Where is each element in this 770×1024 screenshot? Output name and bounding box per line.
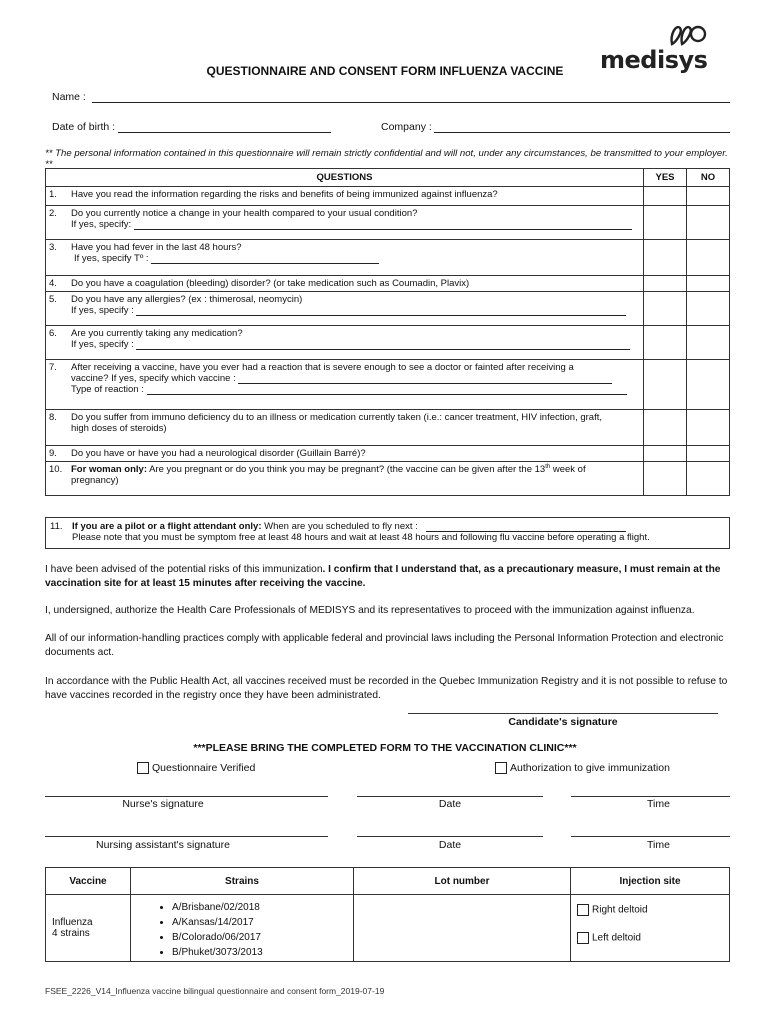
date-label: Date bbox=[438, 839, 462, 851]
questions-header: QUESTIONS bbox=[46, 169, 644, 187]
checkbox-icon[interactable] bbox=[577, 904, 589, 916]
question-row-7 bbox=[46, 360, 730, 410]
risk-text: I have been advised of the potential risks of this immunization bbox=[45, 564, 323, 575]
right-deltoid-label: Right deltoid bbox=[592, 904, 648, 916]
assistant-date-line[interactable] bbox=[357, 836, 543, 837]
q2-specify-field[interactable] bbox=[134, 219, 632, 230]
question-text: Are you pregnant or do you think you may be pregnant? (the vaccine can be given after the 13 bbox=[147, 464, 546, 476]
question-row-5 bbox=[46, 292, 730, 326]
question-number: 5. bbox=[46, 292, 69, 326]
lot-number-cell[interactable] bbox=[354, 895, 571, 962]
document-footer: FSEE_2226_V14_Influenza vaccine bilingual questionnaire and consent form_2019-07-19 bbox=[45, 986, 385, 996]
dob-label: Date of birth : bbox=[52, 121, 116, 133]
no-header: NO bbox=[687, 169, 730, 187]
name-field[interactable] bbox=[92, 102, 730, 103]
strains-cell bbox=[131, 895, 354, 962]
q3-yes-cell[interactable] bbox=[644, 240, 687, 276]
q6-no-cell[interactable] bbox=[687, 326, 730, 360]
bring-form-notice: ***PLEASE BRING THE COMPLETED FORM TO THE VACCINATION CLINIC*** bbox=[193, 742, 577, 754]
nurse-date-line[interactable] bbox=[357, 796, 543, 797]
q7-no-cell[interactable] bbox=[687, 360, 730, 410]
q9-yes-cell[interactable] bbox=[644, 446, 687, 462]
question-text-end: week of bbox=[550, 464, 586, 476]
checkbox-icon[interactable] bbox=[577, 932, 589, 944]
risk-bold-text: . I confirm that I understand that, as a precautionary measure, I must remain at the vaccination site for at least 15 minutes after receiving the vaccine. bbox=[45, 564, 721, 589]
medisys-logo bbox=[600, 22, 710, 74]
list-item: • A/Brisbane/02/2018 bbox=[172, 900, 352, 915]
vaccine-table bbox=[45, 867, 730, 962]
company-label: Company : bbox=[381, 121, 432, 133]
question-number: 7. bbox=[46, 360, 69, 410]
authorization-checkbox[interactable] bbox=[495, 762, 670, 774]
q10-no-cell[interactable] bbox=[687, 462, 730, 496]
question-number: 1. bbox=[46, 187, 69, 206]
q1-no-cell[interactable] bbox=[687, 187, 730, 206]
nurse-signature-label: Nurse's signature bbox=[122, 798, 204, 810]
question-cell bbox=[68, 292, 644, 326]
question-cell bbox=[68, 240, 644, 276]
injection-site-cell bbox=[571, 895, 730, 962]
question-number: 6. bbox=[46, 326, 69, 360]
question-text: Do you suffer from immuno deficiency du to an illness or medication currently taken (i.e.: cancer treatment, HIV infection, graft, bbox=[71, 412, 603, 423]
yes-header: YES bbox=[644, 169, 687, 187]
candidate-signature-label: Candidate's signature bbox=[508, 716, 618, 728]
superscript-th: th bbox=[545, 464, 551, 470]
specify-label: If yes, specify : bbox=[71, 305, 134, 316]
question-number: 11. bbox=[50, 521, 63, 532]
dob-field[interactable] bbox=[118, 132, 331, 133]
question-text: After receiving a vaccine, have you ever had a reaction that is severe enough to see a doctor or fainted after receiving a bbox=[71, 362, 574, 373]
questions-table bbox=[45, 168, 730, 496]
question-text: Have you read the information regarding the risks and benefits of being immunized against influenza? bbox=[68, 187, 644, 206]
flight-date-field[interactable] bbox=[426, 521, 626, 532]
time-label: Time bbox=[647, 798, 670, 810]
question-text: Do you have or have you had a neurological disorder (Guillain Barré)? bbox=[68, 446, 644, 462]
question-row-2 bbox=[46, 206, 730, 240]
vaccine-strain-count: 4 strains bbox=[52, 928, 90, 939]
question-row-9 bbox=[46, 446, 730, 462]
vaccine-cell bbox=[46, 895, 131, 962]
question-text: Have you had fever in the last 48 hours? bbox=[71, 242, 242, 253]
assistant-time-line[interactable] bbox=[571, 836, 730, 837]
question-row-8 bbox=[46, 410, 730, 446]
questions-header-row bbox=[46, 169, 730, 187]
form-title: QUESTIONNAIRE AND CONSENT FORM INFLUENZA VACCINE bbox=[206, 64, 564, 78]
question-number: 10. bbox=[46, 462, 69, 496]
question-text: Do you currently notice a change in your health compared to your usual condition? bbox=[71, 208, 418, 219]
q5-specify-field[interactable] bbox=[136, 305, 626, 316]
checkbox-icon[interactable] bbox=[495, 762, 507, 774]
q4-no-cell[interactable] bbox=[687, 276, 730, 292]
assistant-signature-line[interactable] bbox=[45, 836, 328, 837]
checkbox-label: Authorization to give immunization bbox=[510, 762, 670, 774]
question-number: 2. bbox=[46, 206, 69, 240]
question-text-2: vaccine? If yes, specify which vaccine : bbox=[71, 373, 236, 384]
question-row-10 bbox=[46, 462, 730, 496]
q2-yes-cell[interactable] bbox=[644, 206, 687, 240]
question-row-3 bbox=[46, 240, 730, 276]
question-text: Do you have a coagulation (bleeding) disorder? (or take medication such as Coumadin, Plavix) bbox=[68, 276, 644, 292]
question-row-6 bbox=[46, 326, 730, 360]
q8-no-cell[interactable] bbox=[687, 410, 730, 446]
strains-list bbox=[132, 900, 352, 960]
strains-header: Strains bbox=[131, 868, 354, 895]
vaccine-header-row bbox=[46, 868, 730, 895]
confidentiality-note: ** The personal information contained in this questionnaire will remain strictly confidential and will not, under any circumstances, be transmitted to your employer. ** bbox=[45, 148, 728, 170]
question-text: Are you currently taking any medication? bbox=[71, 328, 243, 339]
question-cell bbox=[68, 326, 644, 360]
candidate-signature-line[interactable] bbox=[408, 713, 718, 714]
question-cell bbox=[68, 410, 644, 446]
registry-paragraph: In accordance with the Public Health Act, all vaccines received must be recorded in the Quebec Immunization Registry and it is not possible to refuse to have vaccines recorded in the registry once they have been administrated. bbox=[45, 676, 728, 701]
q3-temperature-field[interactable] bbox=[151, 253, 379, 264]
pilot-question-text: When are you scheduled to fly next : bbox=[261, 521, 418, 532]
q5-no-cell[interactable] bbox=[687, 292, 730, 326]
q5-yes-cell[interactable] bbox=[644, 292, 687, 326]
checkbox-icon[interactable] bbox=[137, 762, 149, 774]
name-label: Name : bbox=[52, 91, 86, 103]
nurse-signature-line[interactable] bbox=[45, 796, 328, 797]
q3-no-cell[interactable] bbox=[687, 240, 730, 276]
left-deltoid-label: Left deltoid bbox=[592, 932, 641, 944]
reaction-label: Type of reaction : bbox=[71, 384, 144, 395]
q6-specify-field[interactable] bbox=[136, 339, 630, 350]
privacy-paragraph: All of our information-handling practices comply with applicable federal and provincial laws including the Personal Information Protection and electronic documents act. bbox=[45, 633, 724, 658]
pilot-note: Please note that you must be symptom free at least 48 hours and wait at least 48 hours and following flu vaccine before operating a flight. bbox=[72, 532, 650, 543]
question-cell bbox=[68, 462, 644, 496]
q2-no-cell[interactable] bbox=[687, 206, 730, 240]
vaccine-header: Vaccine bbox=[46, 868, 131, 895]
question-number: 4. bbox=[46, 276, 69, 292]
q1-yes-cell[interactable] bbox=[644, 187, 687, 206]
logo-text: medisys bbox=[600, 46, 708, 74]
q9-no-cell[interactable] bbox=[687, 446, 730, 462]
risk-acknowledgement bbox=[45, 563, 733, 591]
q4-yes-cell[interactable] bbox=[644, 276, 687, 292]
left-deltoid-option[interactable] bbox=[577, 932, 728, 944]
company-field[interactable] bbox=[434, 132, 730, 133]
question-cell bbox=[68, 206, 644, 240]
injection-site-header: Injection site bbox=[571, 868, 730, 895]
question-row-1 bbox=[46, 187, 730, 206]
question-text-2: pregnancy) bbox=[71, 475, 119, 487]
checkbox-label: Questionnaire Verified bbox=[152, 762, 256, 774]
question-number: 3. bbox=[46, 240, 69, 276]
q6-yes-cell[interactable] bbox=[644, 326, 687, 360]
question-number: 8. bbox=[46, 410, 69, 446]
nurse-time-line[interactable] bbox=[571, 796, 730, 797]
list-item: • B/Phuket/3073/2013 bbox=[172, 945, 352, 960]
questionnaire-verified-checkbox[interactable] bbox=[137, 762, 255, 774]
q7-reaction-field[interactable] bbox=[147, 384, 627, 395]
date-label: Date bbox=[438, 798, 462, 810]
list-item: • A/Kansas/14/2017 bbox=[172, 915, 352, 930]
question-row-4 bbox=[46, 276, 730, 292]
q10-yes-cell[interactable] bbox=[644, 462, 687, 496]
q8-yes-cell[interactable] bbox=[644, 410, 687, 446]
pilot-question-box bbox=[45, 517, 730, 549]
lot-number-header: Lot number bbox=[354, 868, 571, 895]
q7-vaccine-field[interactable] bbox=[238, 373, 612, 384]
vaccine-name: Influenza bbox=[52, 917, 93, 928]
authorization-paragraph: I, undersigned, authorize the Health Care Professionals of MEDISYS and its representatives to proceed with the immunization against influenza. bbox=[45, 605, 695, 616]
list-item: • B/Colorado/06/2017 bbox=[172, 930, 352, 945]
specify-label: If yes, specify : bbox=[71, 339, 134, 350]
question-text-2: high doses of steroids) bbox=[71, 423, 167, 434]
assistant-signature-label: Nursing assistant's signature bbox=[96, 839, 230, 851]
specify-label: If yes, specify: bbox=[71, 219, 132, 230]
logo-mark-icon bbox=[668, 22, 708, 48]
pilot-label: If you are a pilot or a flight attendant only: bbox=[72, 521, 262, 532]
q7-yes-cell[interactable] bbox=[644, 360, 687, 410]
right-deltoid-option[interactable] bbox=[577, 904, 728, 916]
question-cell bbox=[68, 360, 644, 410]
time-label: Time bbox=[647, 839, 670, 851]
specify-label: If yes, specify Tº : bbox=[74, 253, 149, 264]
women-only-label: For woman only: bbox=[71, 464, 147, 476]
question-text: Do you have any allergies? (ex : thimerosal, neomycin) bbox=[71, 294, 303, 305]
vaccine-row bbox=[46, 895, 730, 962]
question-number: 9. bbox=[46, 446, 69, 462]
